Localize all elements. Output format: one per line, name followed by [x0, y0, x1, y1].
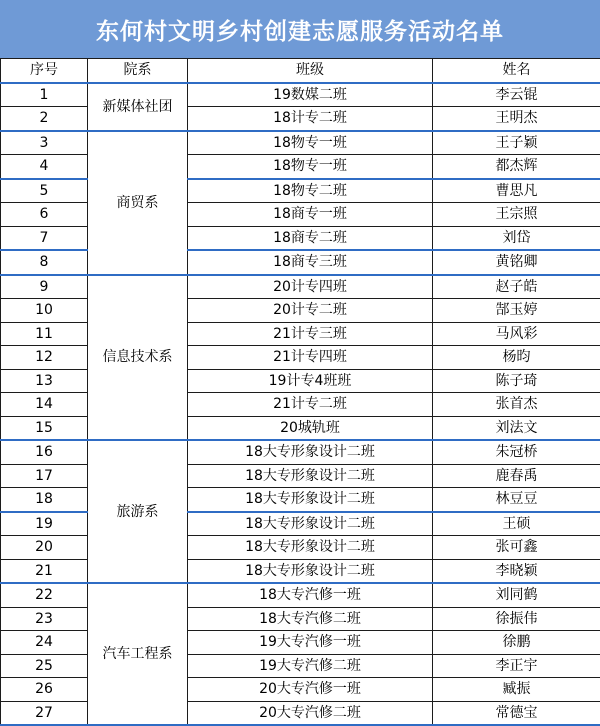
cell-class: 18大专形象设计二班 — [188, 464, 433, 488]
cell-name: 徐鹏 — [433, 631, 600, 655]
cell-name: 赵子皓 — [433, 275, 600, 299]
cell-no: 25 — [1, 654, 88, 678]
cell-no: 14 — [1, 393, 88, 417]
cell-name: 王子颖 — [433, 131, 600, 155]
cell-name: 郜玉婷 — [433, 299, 600, 323]
cell-name: 李云锟 — [433, 83, 600, 107]
cell-class: 18商专一班 — [188, 203, 433, 227]
cell-name: 鹿春禹 — [433, 464, 600, 488]
cell-no: 22 — [1, 583, 88, 607]
cell-name: 张首杰 — [433, 393, 600, 417]
cell-name: 黄铭卿 — [433, 250, 600, 275]
cell-class: 18大专形象设计二班 — [188, 440, 433, 464]
header-name: 姓名 — [433, 59, 600, 83]
cell-no: 12 — [1, 346, 88, 370]
cell-name: 陈子琦 — [433, 369, 600, 393]
cell-name: 杨昀 — [433, 346, 600, 370]
cell-no: 10 — [1, 299, 88, 323]
cell-name: 刘法文 — [433, 416, 600, 440]
cell-class: 18大专形象设计二班 — [188, 536, 433, 560]
cell-class: 18大专形象设计二班 — [188, 488, 433, 512]
cell-name: 刘岱 — [433, 226, 600, 250]
cell-name: 张可鑫 — [433, 536, 600, 560]
cell-class: 18大专形象设计二班 — [188, 559, 433, 583]
cell-dept: 商贸系 — [88, 131, 188, 275]
cell-no: 16 — [1, 440, 88, 464]
cell-name: 常德宝 — [433, 701, 600, 725]
header-row — [1, 59, 600, 83]
cell-no: 27 — [1, 701, 88, 725]
cell-name: 都杰辉 — [433, 155, 600, 179]
cell-no: 1 — [1, 83, 88, 107]
volunteer-table — [0, 58, 600, 726]
header-dept: 院系 — [88, 59, 188, 83]
cell-name: 徐振伟 — [433, 607, 600, 631]
cell-name: 臧振 — [433, 678, 600, 702]
cell-no: 3 — [1, 131, 88, 155]
cell-no: 18 — [1, 488, 88, 512]
cell-no: 17 — [1, 464, 88, 488]
cell-no: 11 — [1, 322, 88, 346]
cell-class: 19数媒二班 — [188, 83, 433, 107]
cell-name: 李正宇 — [433, 654, 600, 678]
cell-no: 13 — [1, 369, 88, 393]
cell-class: 18物专二班 — [188, 179, 433, 203]
cell-class: 18商专三班 — [188, 250, 433, 275]
cell-name: 林豆豆 — [433, 488, 600, 512]
table-body — [1, 83, 600, 726]
cell-dept: 信息技术系 — [88, 275, 188, 441]
cell-no: 15 — [1, 416, 88, 440]
cell-no: 23 — [1, 607, 88, 631]
table-row — [1, 583, 600, 607]
cell-class: 18大专汽修二班 — [188, 607, 433, 631]
cell-class: 20大专汽修二班 — [188, 701, 433, 725]
cell-name: 李晓颖 — [433, 559, 600, 583]
cell-class: 20计专二班 — [188, 299, 433, 323]
sheet-title: 东何村文明乡村创建志愿服务活动名单 — [0, 0, 600, 58]
cell-no: 24 — [1, 631, 88, 655]
cell-class: 18大专形象设计二班 — [188, 512, 433, 536]
header-class: 班级 — [188, 59, 433, 83]
cell-no: 7 — [1, 226, 88, 250]
cell-class: 18物专一班 — [188, 155, 433, 179]
cell-class: 18计专二班 — [188, 107, 433, 131]
cell-class: 19计专4班班 — [188, 369, 433, 393]
header-no: 序号 — [1, 59, 88, 83]
cell-class: 20大专汽修一班 — [188, 678, 433, 702]
cell-no: 4 — [1, 155, 88, 179]
cell-class: 21计专四班 — [188, 346, 433, 370]
table-row — [1, 83, 600, 107]
table-row — [1, 131, 600, 155]
cell-no: 8 — [1, 250, 88, 275]
cell-name: 王明杰 — [433, 107, 600, 131]
cell-class: 19大专汽修一班 — [188, 631, 433, 655]
cell-no: 6 — [1, 203, 88, 227]
cell-no: 21 — [1, 559, 88, 583]
cell-name: 马风彩 — [433, 322, 600, 346]
cell-name: 王硕 — [433, 512, 600, 536]
table-row — [1, 440, 600, 464]
cell-dept: 汽车工程系 — [88, 583, 188, 725]
cell-no: 20 — [1, 536, 88, 560]
cell-class: 18大专汽修一班 — [188, 583, 433, 607]
cell-class: 20计专四班 — [188, 275, 433, 299]
cell-no: 2 — [1, 107, 88, 131]
cell-no: 5 — [1, 179, 88, 203]
cell-name: 刘同鹤 — [433, 583, 600, 607]
cell-no: 19 — [1, 512, 88, 536]
cell-class: 21计专三班 — [188, 322, 433, 346]
cell-name: 曹思凡 — [433, 179, 600, 203]
cell-class: 21计专二班 — [188, 393, 433, 417]
cell-class: 19大专汽修二班 — [188, 654, 433, 678]
cell-name: 王宗照 — [433, 203, 600, 227]
cell-no: 9 — [1, 275, 88, 299]
cell-name: 朱冠桥 — [433, 440, 600, 464]
cell-dept: 新媒体社团 — [88, 83, 188, 131]
cell-no: 26 — [1, 678, 88, 702]
cell-class: 20城轨班 — [188, 416, 433, 440]
table-row — [1, 275, 600, 299]
cell-dept: 旅游系 — [88, 440, 188, 583]
cell-class: 18商专二班 — [188, 226, 433, 250]
cell-class: 18物专一班 — [188, 131, 433, 155]
